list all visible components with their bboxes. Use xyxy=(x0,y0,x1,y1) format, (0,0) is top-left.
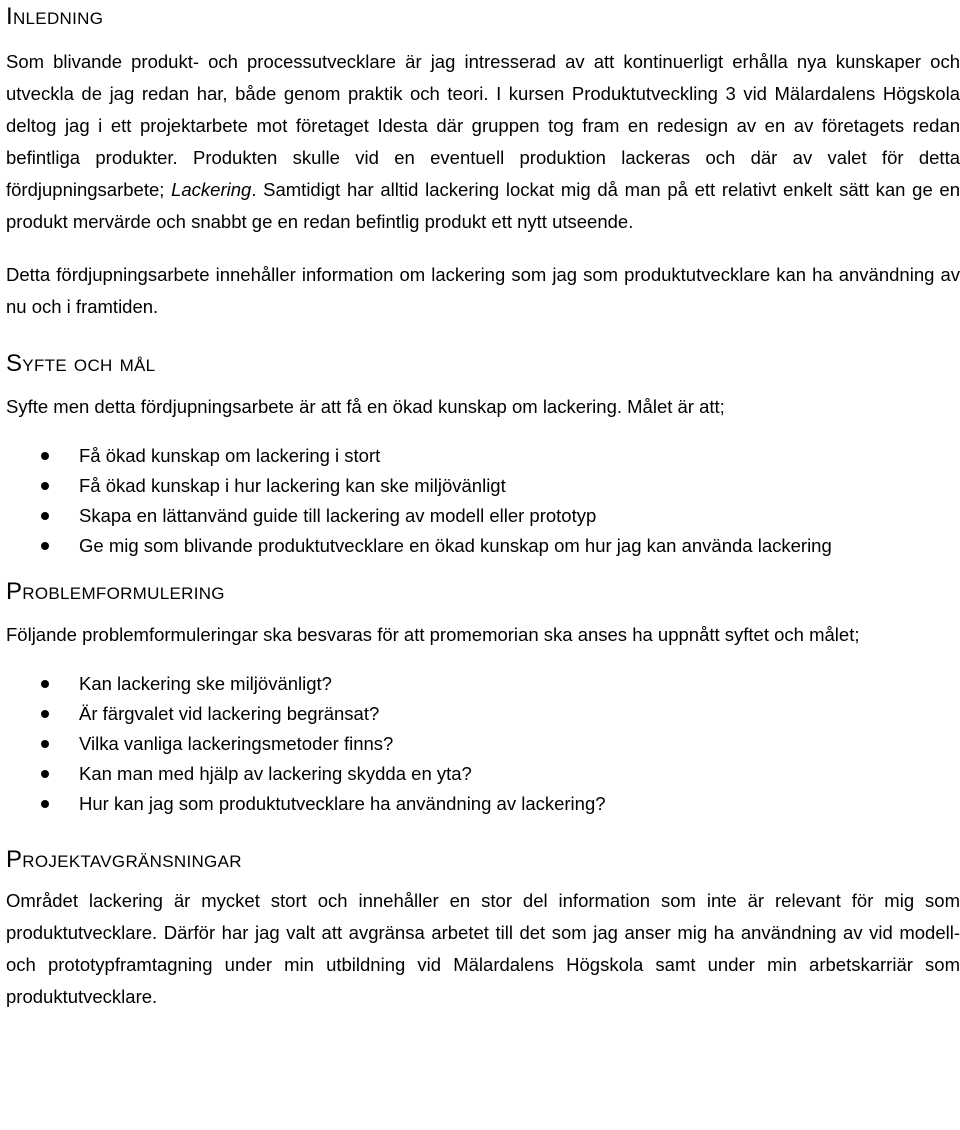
list-item xyxy=(6,531,960,561)
list-item xyxy=(6,729,960,759)
paragraph-syfte: Syfte men detta fördjupningsarbete är att få en ökad kunskap om lackering. Målet är att; xyxy=(6,396,725,417)
list-item-text: Hur kan jag som produktutvecklare ha användning av lackering? xyxy=(79,793,606,814)
bullet-icon xyxy=(41,800,49,808)
list-item-text: Är färgvalet vid lackering begränsat? xyxy=(79,703,380,724)
list-item-text: Kan lackering ske miljövänligt? xyxy=(79,673,332,694)
heading-problemformulering: Problemformulering xyxy=(6,578,225,605)
paragraph-inledning-2: Detta fördjupningsarbete innehåller information om lackering som jag som produktutvecklare kan ha användning av nu och i framtiden. xyxy=(6,264,960,317)
list-item-text: Kan man med hjälp av lackering skydda en yta? xyxy=(79,763,472,784)
bullet-icon xyxy=(41,512,49,520)
heading-syfte: Syfte och mål xyxy=(6,350,156,377)
bullet-icon xyxy=(41,482,49,490)
list-item-text: Skapa en lättanvänd guide till lackering av modell eller prototyp xyxy=(79,505,597,526)
list-item xyxy=(6,441,960,471)
bullet-icon xyxy=(41,680,49,688)
list-item xyxy=(6,759,960,789)
list-item xyxy=(6,669,960,699)
bullet-icon xyxy=(41,740,49,748)
list-item xyxy=(6,699,960,729)
document-page xyxy=(6,0,960,1013)
heading-projektavgransningar: Projektavgränsningar xyxy=(6,846,242,873)
paragraph-projektavgransningar: Området lackering är mycket stort och innehåller en stor del information som inte är relevant för mig som produktutvecklare. Därför har jag valt att avgränsa arbetet till det som jag anser mig ha användning av vid modell- och prototypframtagning under min utbildning vid Mälardalens Högskola samt under min arbetskarriär som produktutvecklare. xyxy=(6,890,960,1007)
paragraph-inledning-1 xyxy=(6,46,960,238)
list-item-text: Vilka vanliga lackeringsmetoder finns? xyxy=(79,733,394,754)
list-item xyxy=(6,501,960,531)
bullet-list-syfte xyxy=(6,441,960,561)
bullet-icon xyxy=(41,770,49,778)
bullet-icon xyxy=(41,452,49,460)
list-item xyxy=(6,471,960,501)
italic-term: Lackering xyxy=(171,179,252,200)
list-item-text: Få ökad kunskap i hur lackering kan ske miljövänligt xyxy=(79,475,506,496)
bullet-icon xyxy=(41,710,49,718)
paragraph-problemformulering: Följande problemformuleringar ska besvaras för att promemorian ska anses ha uppnått syftet och målet; xyxy=(6,624,860,645)
paragraph-text: . Samtidigt har alltid lackering lockat mig då man på ett relativt enkelt sätt kan ge en produkt mervärde och snabbt ge en redan befintlig produkt ett nytt utseende. xyxy=(6,179,960,232)
paragraph-text: Som blivande produkt- och processutvecklare är jag intresserad av att kontinuerligt erhålla nya kunskaper och utveckla de jag redan har, både genom praktik och teori. I kursen Produktutveckling 3 vid Mälardalens Högskola deltog jag i ett projektarbete mot företaget Idesta där gruppen tog fram en redesign av en av företagets redan befintliga produkter. Produkten skulle vid en eventuell produktion lackeras och där av valet för detta fördjupningsarbete; xyxy=(6,51,960,200)
bullet-icon xyxy=(41,542,49,550)
list-item-text: Ge mig som blivande produktutvecklare en ökad kunskap om hur jag kan använda lackering xyxy=(79,535,832,556)
list-item xyxy=(6,789,960,819)
heading-inledning: Inledning xyxy=(6,3,104,30)
list-item-text: Få ökad kunskap om lackering i stort xyxy=(79,445,381,466)
bullet-list-problem xyxy=(6,669,960,819)
